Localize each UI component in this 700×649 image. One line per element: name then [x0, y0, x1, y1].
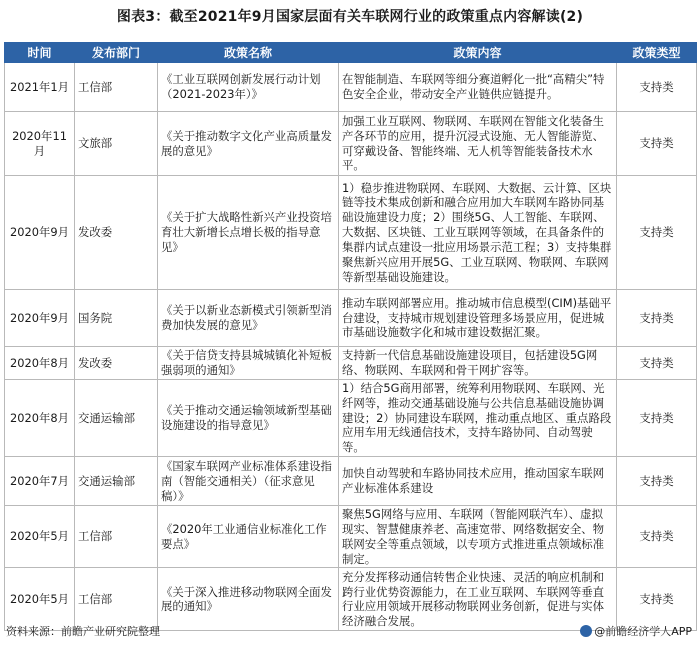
table-row: [5, 112, 697, 176]
cell-policy-name: 《关于信贷支持县城城镇化补短板强弱项的通知》: [158, 347, 339, 380]
cell-dept: 发改委: [75, 347, 158, 380]
cell-policy-type: 支持类: [617, 457, 697, 506]
cell-dept: 文旅部: [75, 112, 158, 176]
source-note: 资料来源：前瞻产业研究院整理: [6, 625, 160, 638]
cell-date: 2020年9月: [5, 176, 75, 290]
brand-credit: [580, 623, 692, 639]
cell-dept: 工信部: [75, 63, 158, 112]
cell-policy-type: 支持类: [617, 290, 697, 347]
chart-title: 图表3：截至2021年9月国家层面有关车联网行业的政策重点内容解读(2): [116, 9, 584, 25]
cell-policy-type: 支持类: [617, 176, 697, 290]
cell-policy-name: 《关于深入推进移动物联网全面发展的通知》: [158, 568, 339, 631]
cell-date: 2020年8月: [5, 347, 75, 380]
cell-dept: 工信部: [75, 568, 158, 631]
brand-logo-icon: [580, 625, 592, 637]
cell-policy-content: 充分发挥移动通信转售企业快速、灵活的响应机制和跨行业优势资源能力，在工业互联网、车联网等垂直行业应用领域开展移动物联网业务创新，促进与实体经济融合发展。: [339, 568, 617, 631]
cell-policy-content: 加快自动驾驶和车路协同技术应用，推动国家车联网产业标准体系建设: [339, 457, 617, 506]
table-row: [5, 290, 697, 347]
header-type: 政策类型: [617, 43, 697, 63]
table-row: [5, 347, 697, 380]
header-content: 政策内容: [339, 43, 617, 63]
cell-dept: 工信部: [75, 506, 158, 568]
cell-date: 2020年8月: [5, 380, 75, 457]
cell-policy-type: 支持类: [617, 568, 697, 631]
cell-policy-content: 1）结合5G商用部署，统筹利用物联网、车联网、光纤网等，推动交通基础设施与公共信息基础设施协调建设；2）协同建设车联网，推动重点地区、重点路段应用车用无线通信技术，支持车路协同、自动驾驶等。: [339, 380, 617, 457]
cell-policy-content: 聚焦5G网络与应用、车联网（智能网联汽车）、虚拟现实、智慧健康养老、高速宽带、网络数据安全、物联网安全等重点领域，以专项方式推进重点领域标准制定。: [339, 506, 617, 568]
table-row: [5, 63, 697, 112]
cell-date: 2020年9月: [5, 290, 75, 347]
cell-policy-type: 支持类: [617, 112, 697, 176]
cell-date: 2021年1月: [5, 63, 75, 112]
cell-policy-content: 1）稳步推进物联网、车联网、大数据、云计算、区块链等技术集成创新和融合应用加大车联网车路协同基础设施建设力度；2）围绕5G、人工智能、车联网、大数据、区块链、工业互联网等领域，在具备条件的集群内试点建设一批应用场景示范工程；3）支持集群聚焦新兴应用开展5G、工业互联网、物联网、车联网等新型基础设施建设。: [339, 176, 617, 290]
header-name: 政策名称: [158, 43, 339, 63]
cell-date: 2020年5月: [5, 568, 75, 631]
cell-date: 2020年5月: [5, 506, 75, 568]
cell-policy-name: 《工业互联网创新发展行动计划（2021-2023年）》: [158, 63, 339, 112]
table-row: [5, 506, 697, 568]
cell-dept: 交通运输部: [75, 380, 158, 457]
cell-policy-name: 《国家车联网产业标准体系建设指南（智能交通相关）（征求意见稿）》: [158, 457, 339, 506]
cell-policy-name: 《2020年工业通信业标准化工作要点》: [158, 506, 339, 568]
cell-policy-content: 加强工业互联网、物联网、车联网在智能文化装备生产各环节的应用，提升沉浸式设施、无人智能游览、可穿戴设备、智能终端、无人机等智能装备技术水平。: [339, 112, 617, 176]
cell-policy-name: 《关于推动数字文化产业高质量发展的意见》: [158, 112, 339, 176]
header-dept: 发布部门: [75, 43, 158, 63]
table-header-row: [5, 43, 697, 63]
cell-policy-type: 支持类: [617, 506, 697, 568]
cell-policy-type: 支持类: [617, 347, 697, 380]
cell-date: 2020年11月: [5, 112, 75, 176]
cell-policy-content: 推动车联网部署应用。推动城市信息模型(CIM)基础平台建设，支持城市规划建设管理多场景应用，促进城市基础设施数字化和城市建设数据汇聚。: [339, 290, 617, 347]
brand-label: @前瞻经济学人APP: [594, 625, 692, 638]
cell-policy-type: 支持类: [617, 380, 697, 457]
cell-dept: 交通运输部: [75, 457, 158, 506]
cell-policy-content: 支持新一代信息基础设施建设项目，包括建设5G网络、物联网、车联网和骨干网扩容等。: [339, 347, 617, 380]
cell-policy-name: 《关于推动交通运输领域新型基础设施建设的指导意见》: [158, 380, 339, 457]
table-row: [5, 380, 697, 457]
cell-policy-name: 《关于以新业态新模式引领新型消费加快发展的意见》: [158, 290, 339, 347]
header-date: 时间: [5, 43, 75, 63]
cell-policy-type: 支持类: [617, 63, 697, 112]
cell-date: 2020年7月: [5, 457, 75, 506]
table-row: [5, 457, 697, 506]
cell-policy-content: 在智能制造、车联网等细分赛道孵化一批“高精尖”特色安全企业，带动安全产业链供应链提升。: [339, 63, 617, 112]
cell-policy-name: 《关于扩大战略性新兴产业投资培育壮大新增长点增长极的指导意见》: [158, 176, 339, 290]
cell-dept: 国务院: [75, 290, 158, 347]
table-row: [5, 568, 697, 631]
cell-dept: 发改委: [75, 176, 158, 290]
table-row: [5, 176, 697, 290]
policy-table: [4, 42, 697, 631]
